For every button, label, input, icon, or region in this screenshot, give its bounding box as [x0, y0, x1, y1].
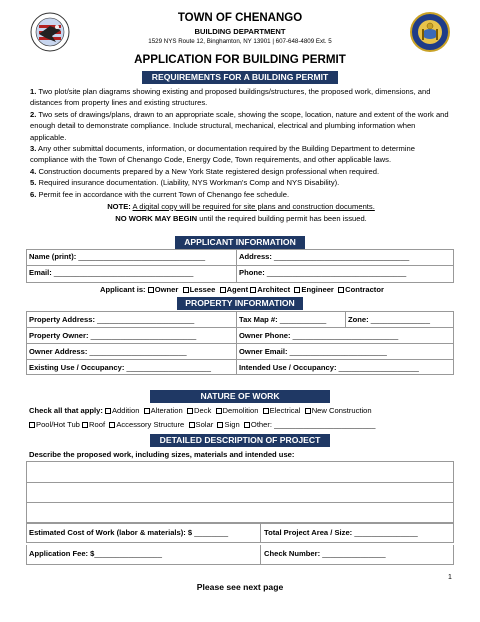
roof-checkbox[interactable]: Roof [82, 420, 105, 429]
address-field[interactable]: Address: ________________________________ [239, 252, 410, 261]
agent-checkbox[interactable]: Agent [220, 285, 249, 294]
total-area-field[interactable]: Total Project Area / Size: _______________ [264, 528, 418, 537]
description-prompt: Describe the proposed work, including sizes, materials and intended use: [29, 450, 295, 459]
requirements-list [30, 86, 452, 225]
accessory-structure-checkbox[interactable]: Accessory Structure [109, 420, 184, 429]
check-number-field[interactable]: Check Number: _______________ [264, 549, 386, 558]
architect-checkbox[interactable]: Architect [250, 285, 290, 294]
sign-checkbox[interactable]: Sign [217, 420, 239, 429]
nature-row-1: Check all that apply: Addition Alteration Deck Demolition Electrical New Construction [29, 406, 372, 415]
property-heading: PROPERTY INFORMATION [177, 297, 303, 310]
property-address-field[interactable]: Property Address: _______________________ [29, 315, 195, 324]
requirements-heading: REQUIREMENTS FOR A BUILDING PERMIT [142, 71, 338, 84]
email-field[interactable]: Email: _________________________________ [29, 268, 194, 277]
demolition-checkbox[interactable]: Demolition [216, 406, 259, 415]
requirement-item: 5. Required insurance documentation. (Liability, NYS Workman's Comp and NYS Disability). [30, 178, 340, 188]
existing-use-field[interactable]: Existing Use / Occupancy: ____________________ [29, 363, 211, 372]
owner-address-field[interactable]: Owner Address: _______________________ [29, 347, 187, 356]
zone-field[interactable]: Zone: ______________ [348, 315, 430, 324]
page-number: 1 [448, 574, 452, 581]
owner-phone-field[interactable]: Owner Phone: _________________________ [239, 331, 399, 340]
alteration-checkbox[interactable]: Alteration [144, 406, 183, 415]
requirement-item: 1. Two plot/site plan diagrams showing existing and proposed buildings/structures, the proposed work, dimensions, and distances from property lines and existing structures. [30, 87, 431, 108]
contractor-checkbox[interactable]: Contractor [338, 285, 384, 294]
estimated-cost-field[interactable]: Estimated Cost of Work (labor & materials): $ ________ [29, 528, 229, 537]
description-area[interactable] [26, 461, 454, 523]
addition-checkbox[interactable]: Addition [105, 406, 139, 415]
tax-map-field[interactable]: Tax Map #: ___________ [239, 315, 327, 324]
deck-checkbox[interactable]: Deck [187, 406, 211, 415]
property-owner-field[interactable]: Property Owner: _________________________ [29, 331, 197, 340]
phone-field[interactable]: Phone: _________________________________ [239, 268, 407, 277]
requirement-item: 6. Permit fee in accordance with the current Town of Chenango fee schedule. [30, 189, 290, 199]
name-field[interactable]: Name (print): ______________________________ [29, 252, 206, 261]
lessee-checkbox[interactable]: Lessee [183, 285, 216, 294]
nature-row-2 [29, 420, 376, 429]
requirement-item: 2. Two sets of drawings/plans, drawn to an appropriate scale, showing the scope, location, nature and extent of the work and enough detail to demonstrate compliance. Include structural, mechanical, electrical and plumbing information when applicable. [30, 109, 449, 142]
department-address: 1529 NYS Route 12, Binghamton, NY 13901 | 607-648-4809 Ext. 5 [148, 38, 332, 45]
digital-copy-note: NOTE: A digital copy will be required for site plans and construction documents. [107, 202, 375, 212]
no-work-notice: NO WORK MAY BEGIN until the required building permit has been issued. [115, 214, 367, 224]
owner-checkbox[interactable]: Owner [148, 285, 179, 294]
description-heading: DETAILED DESCRIPTION OF PROJECT [150, 434, 330, 447]
department-name: BUILDING DEPARTMENT [194, 27, 286, 36]
applicant-heading: APPLICANT INFORMATION [175, 236, 305, 249]
requirement-item: 4. Construction documents prepared by a New York State registered design professional when required. [30, 166, 380, 176]
application-fee-field[interactable]: Application Fee: $________________ [29, 549, 162, 558]
town-seal-logo [30, 12, 70, 52]
electrical-checkbox[interactable]: Electrical [263, 406, 301, 415]
requirement-item: 3. Any other submittal documents, information, or documentation required by the Building Department to determine compliance with the Town of Chenango Code, Energy Code, Town requirements, and other applicable laws. [30, 144, 415, 165]
state-seal-logo [410, 12, 450, 52]
owner-email-field[interactable]: Owner Email: _______________________ [239, 347, 387, 356]
other-checkbox[interactable]: Other: ________________________ [244, 420, 376, 429]
pool-checkbox[interactable]: Pool/Hot Tub [29, 420, 80, 429]
next-page-note: Please see next page [196, 582, 284, 592]
page-title: APPLICATION FOR BUILDING PERMIT [134, 53, 346, 66]
nature-heading: NATURE OF WORK [150, 390, 330, 403]
solar-checkbox[interactable]: Solar [189, 420, 214, 429]
engineer-checkbox[interactable]: Engineer [294, 285, 334, 294]
applicant-type-row: Applicant is: Owner Lessee Agent Architect Engineer Contractor [100, 285, 384, 294]
town-name: TOWN OF CHENANGO [177, 12, 303, 24]
intended-use-field[interactable]: Intended Use / Occupancy: ___________________ [239, 363, 419, 372]
new-construction-checkbox[interactable]: New Construction [305, 406, 372, 415]
